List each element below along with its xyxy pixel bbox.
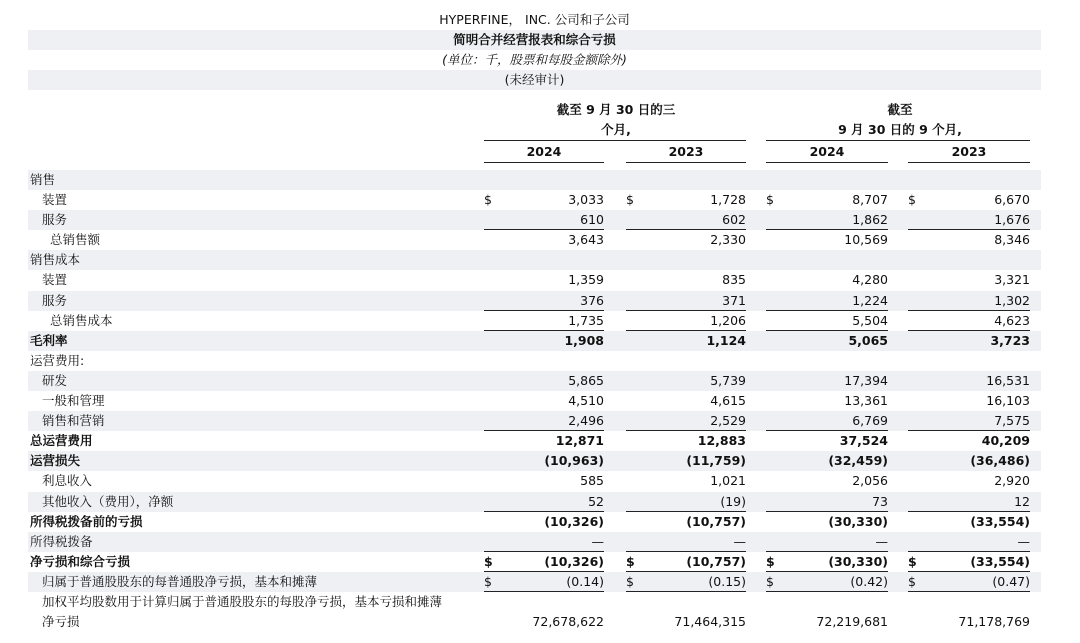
value-col-4: 3,321: [994, 272, 1030, 288]
table-row: [28, 371, 1041, 391]
company-name: HYPERFINE， INC. 公司和子公司: [439, 12, 630, 27]
table-row: [28, 190, 1041, 210]
value-col-2: (10,757): [686, 513, 746, 529]
year-col-2: 2023: [668, 144, 704, 159]
row-label: 运营费用:: [30, 352, 85, 368]
value-col-2: 1,206: [710, 312, 746, 328]
value-col-1: —: [591, 533, 604, 549]
table-row: [28, 492, 1041, 512]
table-row: [28, 291, 1041, 311]
value-col-3: 5,065: [848, 332, 888, 348]
value-col-1: (10,963): [544, 453, 604, 469]
year-rule-2: [626, 162, 746, 163]
value-col-4: (33,554): [970, 513, 1030, 529]
value-col-2: 1,124: [706, 332, 746, 348]
currency-symbol: $: [484, 573, 492, 589]
value-col-3: (0.42): [850, 573, 888, 589]
value-col-4: 2,920: [994, 473, 1030, 489]
value-col-2: (0.15): [708, 573, 746, 589]
value-col-3: (30,330): [828, 513, 888, 529]
value-col-2: 12,883: [697, 433, 746, 449]
value-col-1: 585: [580, 473, 604, 489]
value-col-4: —: [1017, 533, 1030, 549]
row-label: 装置: [42, 272, 68, 288]
value-col-4: 12: [1014, 493, 1030, 509]
value-col-4: 4,623: [994, 312, 1030, 328]
audit-note: (未经审计): [28, 70, 1041, 90]
value-col-3: 73: [872, 493, 888, 509]
value-col-4: 16,531: [986, 372, 1030, 388]
statement-rows: [28, 170, 1041, 592]
row-label: 毛利率: [30, 332, 68, 348]
weighted-shares-row: [28, 592, 1041, 632]
currency-symbol: $: [908, 553, 917, 569]
row-label: 总销售成本: [50, 312, 113, 328]
row-label: 销售和营销: [42, 413, 105, 429]
value-col-3: 5,504: [852, 312, 888, 328]
financial-statement: [28, 10, 1041, 632]
table-row: [28, 311, 1041, 331]
table-row: [28, 331, 1041, 351]
value-col-1: (0.14): [566, 573, 604, 589]
value-col-2: 1,021: [710, 473, 746, 489]
row-label: 一般和管理: [42, 393, 105, 409]
value-col-2: 71,464,315: [674, 613, 746, 629]
value-col-4: 3,723: [990, 332, 1030, 348]
value-col-4: 71,178,769: [958, 613, 1030, 629]
value-col-2: 4,615: [710, 393, 746, 409]
row-label: 服务: [42, 212, 68, 228]
row-label: 其他收入（费用），净额: [42, 493, 174, 509]
value-col-2: 371: [722, 292, 746, 308]
table-row: [28, 572, 1041, 592]
value-col-2: —: [733, 533, 746, 549]
table-row: [28, 532, 1041, 552]
table-row: [28, 270, 1041, 290]
value-col-4: 7,575: [994, 413, 1030, 429]
value-col-3: 17,394: [844, 372, 888, 388]
value-col-1: 2,496: [568, 413, 604, 429]
table-row: [28, 411, 1041, 431]
currency-symbol: $: [908, 192, 916, 208]
row-label: 总销售额: [50, 232, 101, 248]
units-note: (单位：千，股票和每股金额除外): [442, 52, 627, 67]
value-col-4: 8,346: [994, 232, 1030, 248]
table-row: [28, 431, 1041, 451]
table-row: [28, 391, 1041, 411]
table-row: [28, 230, 1041, 250]
row-label-line2: 净亏损: [42, 613, 80, 629]
row-label: 所得税拨备前的亏损: [30, 513, 143, 529]
row-label: 加权平均股数用于计算归属于普通股股东的每股净亏损，基本亏损和摊薄: [42, 593, 443, 609]
value-col-1: 376: [580, 292, 604, 308]
currency-symbol: $: [766, 573, 774, 589]
value-col-2: (19): [720, 493, 746, 509]
currency-symbol: $: [908, 573, 916, 589]
value-col-1: 5,865: [568, 372, 604, 388]
value-col-3: (32,459): [828, 453, 888, 469]
row-label: 利息收入: [42, 473, 93, 489]
value-col-3: (30,330): [828, 553, 888, 569]
header-rule-nine: [766, 140, 1030, 141]
year-col-3: 2024: [809, 144, 845, 159]
column-header: [28, 90, 1041, 170]
year-col-1: 2024: [526, 144, 562, 159]
value-col-3: 2,056: [852, 473, 888, 489]
value-col-2: 602: [722, 212, 746, 228]
value-col-1: 3,033: [568, 192, 604, 208]
row-label: 服务: [42, 292, 68, 308]
value-col-3: 72,219,681: [816, 613, 888, 629]
value-col-2: 2,529: [710, 413, 746, 429]
row-label: 所得税拨备: [30, 533, 93, 549]
value-col-3: 8,707: [852, 192, 888, 208]
row-label: 研发: [42, 372, 68, 388]
value-col-1: 52: [588, 493, 604, 509]
value-col-2: (11,759): [686, 453, 746, 469]
row-label: 运营损失: [30, 453, 81, 469]
currency-symbol: $: [626, 553, 635, 569]
value-col-1: 72,678,622: [532, 613, 604, 629]
currency-symbol: $: [766, 192, 774, 208]
value-col-1: (10,326): [544, 553, 604, 569]
currency-symbol: $: [626, 192, 634, 208]
table-row: [28, 471, 1041, 491]
value-col-2: 835: [722, 272, 746, 288]
value-col-4: 1,676: [994, 212, 1030, 228]
year-rule-3: [766, 162, 888, 163]
value-col-4: 16,103: [986, 393, 1030, 409]
currency-symbol: $: [766, 553, 775, 569]
value-col-4: (33,554): [970, 553, 1030, 569]
value-col-2: 1,728: [710, 192, 746, 208]
value-col-4: (36,486): [970, 453, 1030, 469]
value-col-1: 1,735: [568, 312, 604, 328]
table-row: [28, 512, 1041, 532]
value-col-3: 10,569: [844, 232, 888, 248]
table-row: [28, 210, 1041, 230]
currency-symbol: $: [484, 553, 493, 569]
value-col-1: 610: [580, 212, 604, 228]
currency-symbol: $: [484, 192, 492, 208]
value-col-2: (10,757): [686, 553, 746, 569]
value-col-3: 1,224: [852, 292, 888, 308]
row-label: 归属于普通股股东的每普通股净亏损，基本和摊薄: [42, 573, 318, 589]
value-col-1: 12,871: [555, 433, 604, 449]
value-col-1: 1,908: [564, 332, 604, 348]
table-row: [28, 552, 1041, 572]
table-row: [28, 451, 1041, 471]
nine-months-heading: 截至 9 月 30 日的 9 个月,: [838, 102, 962, 137]
value-col-3: 6,769: [852, 413, 888, 429]
row-label: 净亏损和综合亏损: [30, 553, 131, 569]
currency-symbol: $: [626, 573, 634, 589]
value-col-4: (0.47): [992, 573, 1030, 589]
table-row: [28, 250, 1041, 270]
statement-title: 简明合并经营报表和综合亏损: [28, 30, 1041, 50]
header-rule-three: [484, 140, 746, 141]
value-col-2: 2,330: [710, 232, 746, 248]
year-rule-4: [908, 162, 1030, 163]
value-col-4: 6,670: [994, 192, 1030, 208]
value-col-3: 1,862: [852, 212, 888, 228]
value-col-3: 4,280: [852, 272, 888, 288]
value-col-1: (10,326): [544, 513, 604, 529]
year-rule-1: [484, 162, 604, 163]
table-row: [28, 170, 1041, 190]
value-col-3: 37,524: [839, 433, 888, 449]
year-col-4: 2023: [951, 144, 987, 159]
value-col-1: 1,359: [568, 272, 604, 288]
value-col-1: 3,643: [568, 232, 604, 248]
table-row: [28, 351, 1041, 371]
row-label: 总运营费用: [30, 433, 93, 449]
value-col-4: 1,302: [994, 292, 1030, 308]
value-col-4: 40,209: [981, 433, 1030, 449]
row-label: 销售成本: [30, 252, 81, 268]
row-label: 销售: [30, 172, 56, 187]
three-months-heading: 截至 9 月 30 日的三个月,: [556, 102, 676, 137]
value-col-3: —: [875, 533, 888, 549]
value-col-2: 5,739: [710, 372, 746, 388]
value-col-3: 13,361: [844, 393, 888, 409]
row-label: 装置: [42, 192, 68, 208]
value-col-1: 4,510: [568, 393, 604, 409]
